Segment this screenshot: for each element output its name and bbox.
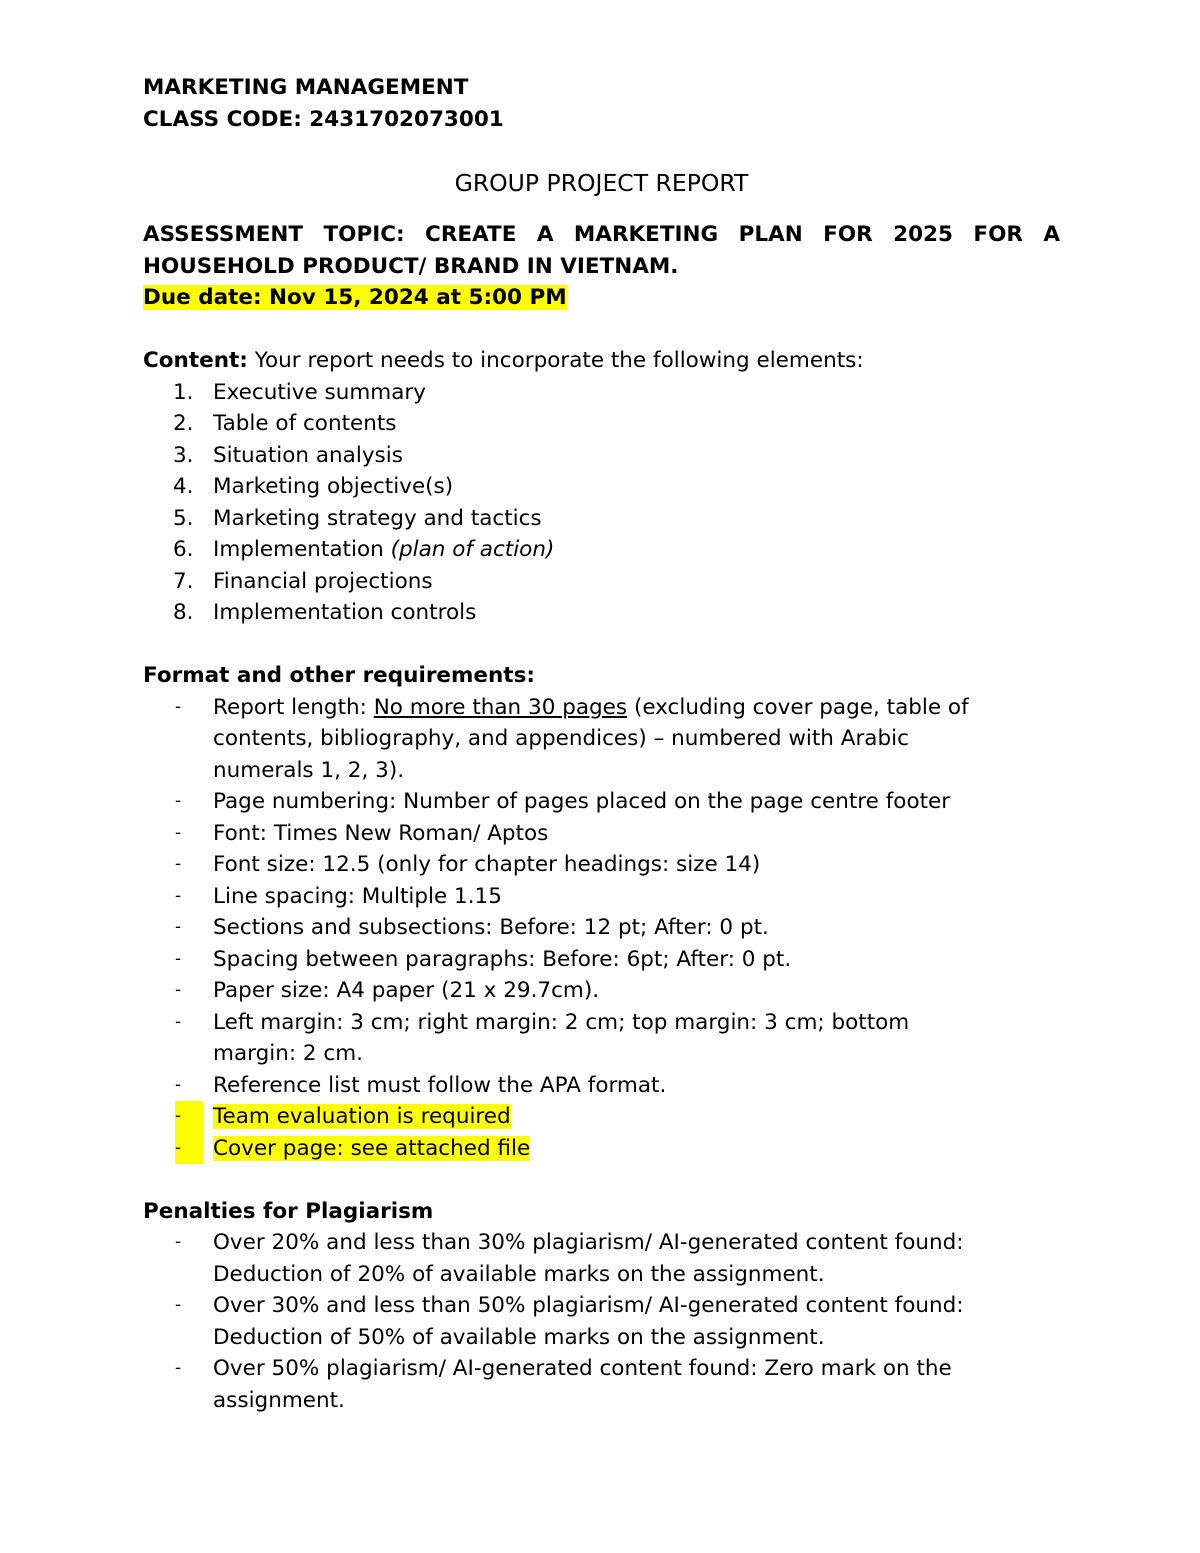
- list-item: 6. Implementation (plan of action): [173, 537, 555, 562]
- document-page: [143, 72, 1060, 1416]
- content-label: Content:: [143, 348, 248, 373]
- list-item: 3. Situation analysis: [173, 442, 403, 468]
- list-item: - Paper size: A4 paper (21 x 29.7cm).: [175, 978, 600, 1003]
- highlighted-list-item: - Cover page: see attached file: [143, 1133, 1060, 1165]
- list-item: - Over 30% and less than 50% plagiarism/ AI-generated content found: Deduction of 50% of available marks on the assignment.: [175, 1293, 964, 1350]
- list-item: 2. Table of contents: [173, 411, 397, 436]
- list-item: 1. Executive summary: [173, 379, 426, 405]
- list-item: 5. Marketing strategy and tactics: [173, 505, 542, 531]
- list-item: - Line spacing: Multiple 1.15: [175, 883, 502, 909]
- assessment-topic-line-1: ASSESSMENT TOPIC: CREATE A MARKETING PLAN FOR 2025 FOR A: [143, 222, 1060, 247]
- penalties-list: [143, 1227, 1060, 1416]
- format-list: [143, 692, 1060, 1165]
- list-item: - Over 20% and less than 30% plagiarism/ AI-generated content found: Deduction of 20% of available marks on the assignment.: [175, 1230, 964, 1287]
- list-item: 7. Financial projections: [173, 568, 433, 594]
- list-item: - Report length: No more than 30 pages (excluding cover page, table of contents, bibliography, and appendices) – numbered with Arabic numerals 1, 2, 3).: [175, 694, 969, 783]
- list-item: - Font: Times New Roman/ Aptos: [175, 820, 549, 846]
- penalties-heading: Penalties for Plagiarism: [143, 1198, 434, 1224]
- list-item: - Font size: 12.5 (only for chapter headings: size 14): [175, 852, 761, 877]
- list-item: - Over 50% plagiarism/ AI-generated content found: Zero mark on the assignment.: [175, 1356, 952, 1413]
- assessment-topic-line-2: HOUSEHOLD PRODUCT/ BRAND IN VIETNAM.: [143, 253, 679, 279]
- highlighted-list-item: - Team evaluation is required: [143, 1101, 1060, 1133]
- list-item: - Reference list must follow the APA format.: [175, 1072, 667, 1098]
- list-item: - Left margin: 3 cm; right margin: 2 cm; top margin: 3 cm; bottom margin: 2 cm.: [175, 1009, 910, 1066]
- report-title: GROUP PROJECT REPORT: [454, 169, 749, 197]
- course-name: MARKETING MANAGEMENT: [143, 75, 469, 100]
- list-item: 8. Implementation controls: [173, 600, 477, 625]
- list-item: - Page numbering: Number of pages placed on the page centre footer: [175, 789, 951, 814]
- due-date: Due date: Nov 15, 2024 at 5:00 PM: [143, 285, 567, 310]
- content-intro: [143, 345, 1060, 377]
- content-intro-text: Your report needs to incorporate the following elements:: [247, 348, 864, 373]
- list-item: - Spacing between paragraphs: Before: 6pt; After: 0 pt.: [175, 946, 792, 972]
- format-heading: Format and other requirements:: [143, 663, 535, 688]
- class-code: CLASS CODE: 2431702073001: [143, 106, 504, 132]
- list-item: 4. Marketing objective(s): [173, 474, 454, 499]
- assessment-topic: [143, 219, 1060, 282]
- content-list: [143, 377, 1060, 629]
- list-item: - Sections and subsections: Before: 12 pt; After: 0 pt.: [175, 915, 769, 940]
